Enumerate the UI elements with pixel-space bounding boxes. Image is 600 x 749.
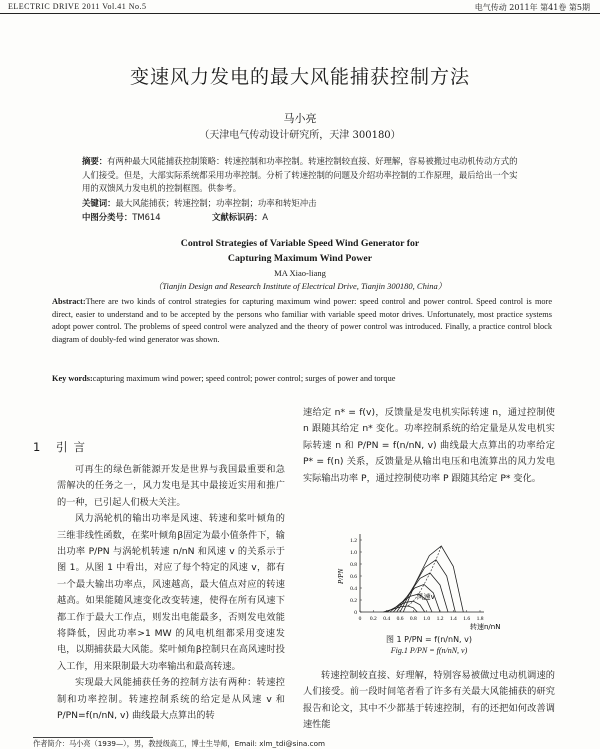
keywords-cn-label: 关键词： bbox=[82, 198, 116, 208]
y-tick-label: 0.4 bbox=[350, 586, 357, 592]
keywords-en-text: capturing maximum wind power; speed control; power control; surges of power and torque bbox=[92, 374, 396, 383]
abstract-cn-text: 有两种最大风能捕获控制策略：转速控制和功率控制。转速控制较直接、好理解，容易被搬过电动机传动方式的人们接受。但是，大部实际系统都采用功率控制。分析了转速控制的问题及介绍功率控制的工作原理，最后给出一个实用的双馈风力发电机的控制框图。供参考。 bbox=[82, 156, 518, 193]
wind-speed-annotation: 风速v bbox=[416, 592, 435, 601]
keywords-en bbox=[52, 373, 552, 386]
body-paragraph: 风力涡轮机的输出功率是风速、转速和桨叶倾角的三维非线性函数，在桨叶倾角β固定为最小值条件下，输出功率 P/PN 与涡轮机转速 n/nN 和风速 v 的关系示于图 1。从图 1 中看出，对应了每个特定的风速 v，都有一个最大输出功率点，风速越高，最大值点对应的转速越高。如果能随风速变化改变转速，使得在所有风速下都工作于最大工作点，则发出电能最多，否则发电效能将降低，因此功率>1 MW 的风电机组都采用变速发电，以期捕获最大风能。桨叶倾角β控制只在高风速时投入工作，用来限制最大功率输出和最高转速。 bbox=[57, 513, 285, 672]
keywords-cn-text: 最大风能捕获；转速控制；功率控制；功率和转矩冲击 bbox=[115, 198, 317, 208]
x-tick-label: 0.6 bbox=[396, 616, 404, 622]
body-paragraph: 可再生的绿色新能源开发是世界与我国最重要和急需解决的任务之一，风力发电是其中最接近实用和推广的一种，已引起人们极大关注。 bbox=[57, 464, 285, 508]
author-footnote: 作者简介：马小亮（1939—），男，教授级高工，博士生导师，Email: xlm_tdi@sina.com bbox=[33, 739, 325, 748]
x-tick-label: 1.8 bbox=[476, 616, 484, 622]
x-axis-label: 转速n/nN bbox=[470, 623, 501, 631]
y-tick-label: 0.8 bbox=[350, 562, 357, 568]
figure-caption-en: Fig.1 P/PN = f(n/nN, v) bbox=[390, 646, 468, 655]
keywords-cn bbox=[82, 197, 522, 211]
x-tick-label: 0.4 bbox=[383, 616, 391, 622]
y-tick-label: 1.2 bbox=[350, 538, 357, 544]
x-tick-label: 0 bbox=[358, 616, 362, 622]
y-axis-label: P/PN bbox=[337, 568, 345, 584]
section-heading bbox=[33, 439, 91, 455]
x-tick-label: 0.2 bbox=[369, 616, 377, 622]
clc-number: TM614 bbox=[132, 212, 161, 222]
body-paragraph: 转速控制较直接、好理解，特别容易被做过电动机调速的人们接受。前一段时间笔者看了许多有关最大风能捕获的研究报告和论文，其中不少都基于转速控制，有的还把如何改善调速性能 bbox=[303, 670, 555, 731]
clc-label: 中图分类号： bbox=[82, 212, 133, 222]
right-column-bottom bbox=[303, 668, 555, 734]
header-rule bbox=[0, 13, 600, 14]
body-paragraph: 实现最大风能捕获任务的控制方法有两种：转速控制和功率控制。转速控制系统的给定是从风速 v 和 P/PN=f(n/nN, v) 曲线最大点算出的转 bbox=[57, 677, 285, 722]
x-tick-label: 1.4 bbox=[449, 616, 457, 622]
keywords-en-label: Key words: bbox=[52, 374, 93, 383]
abstract-cn bbox=[82, 155, 522, 196]
y-tick-label: 0 bbox=[354, 610, 357, 616]
power-curve bbox=[400, 560, 455, 612]
abstract-en-label: Abstract: bbox=[52, 297, 86, 306]
classification bbox=[82, 211, 522, 225]
x-tick-label: 1.2 bbox=[436, 616, 444, 622]
x-tick-label: 1.0 bbox=[423, 616, 431, 622]
left-column bbox=[57, 462, 285, 725]
figure-caption-cn: 图 1 P/PN = f(n/nN, v) bbox=[386, 635, 472, 644]
x-tick-label: 0.8 bbox=[409, 616, 417, 622]
doc-code: A bbox=[262, 212, 268, 222]
section-title: 引言 bbox=[55, 440, 91, 454]
affiliation-en: （Tianjin Design and Research Institute of Electrical Drive, Tianjin 300180, China） bbox=[153, 281, 447, 291]
chart-curves bbox=[383, 546, 463, 612]
section-number: 1 bbox=[33, 440, 47, 454]
abstract-en bbox=[52, 296, 552, 346]
title-en-line2: Capturing Maximum Wind Power bbox=[227, 253, 373, 264]
x-tick-label: 1.6 bbox=[463, 616, 471, 622]
journal-header-cn: 电气传动 2011年 第41卷 第5期 bbox=[474, 3, 590, 12]
figure-1-chart bbox=[318, 526, 568, 636]
title-en-line1: Control Strategies of Variable Speed Wind Generator for bbox=[180, 238, 420, 249]
power-curve bbox=[403, 546, 463, 612]
author-cn: 马小亮 bbox=[283, 112, 317, 125]
y-tick-label: 0.2 bbox=[350, 598, 357, 604]
y-tick-label: 1.0 bbox=[350, 550, 357, 556]
right-column-top bbox=[303, 405, 555, 487]
y-tick-label: 0.6 bbox=[350, 574, 357, 580]
footnote-rule bbox=[33, 737, 153, 738]
abstract-cn-label: 摘要： bbox=[82, 156, 108, 166]
paper-title: 变速风力发电的最大风能捕获控制方法 bbox=[129, 66, 470, 88]
abstract-en-text: There are two kinds of control strategies for capturing maximum wind power: speed control and power control. Speed control is more direct, easier to understand and to be accepted by the persons who familiar with variable speed motor drives. Unfortunately, most practice systems adopt power control. The problems of speed control were analyzed and the theory of power control was introduced. Finally, a practice control block diagram of doubly-fed wind generator was shown. bbox=[52, 297, 552, 344]
journal-header-en: ELECTRIC DRIVE 2011 Vol.41 No.5 bbox=[8, 2, 147, 11]
doc-code-label: 文献标识码： bbox=[212, 212, 263, 222]
author-en: MA Xiao-liang bbox=[274, 268, 326, 278]
affiliation-cn: （天津电气传动设计研究所，天津 300180） bbox=[199, 130, 401, 141]
body-paragraph: 速给定 n* = f(v)，反馈量是发电机实际转速 n，通过控制使 n 跟随其给定 n* 变化。功率控制系统的给定量是从发电机实际转速 n 和 P/PN = f(n/nN, v) 曲线最大点算出的功率给定 P* = f(n) 关系，反馈量是从输出电压和电流算出的风力发电实际输出功率 P，通过控制使功率 P 跟随其给定 P* 变化。 bbox=[303, 407, 555, 484]
paper-title-en bbox=[0, 236, 600, 266]
